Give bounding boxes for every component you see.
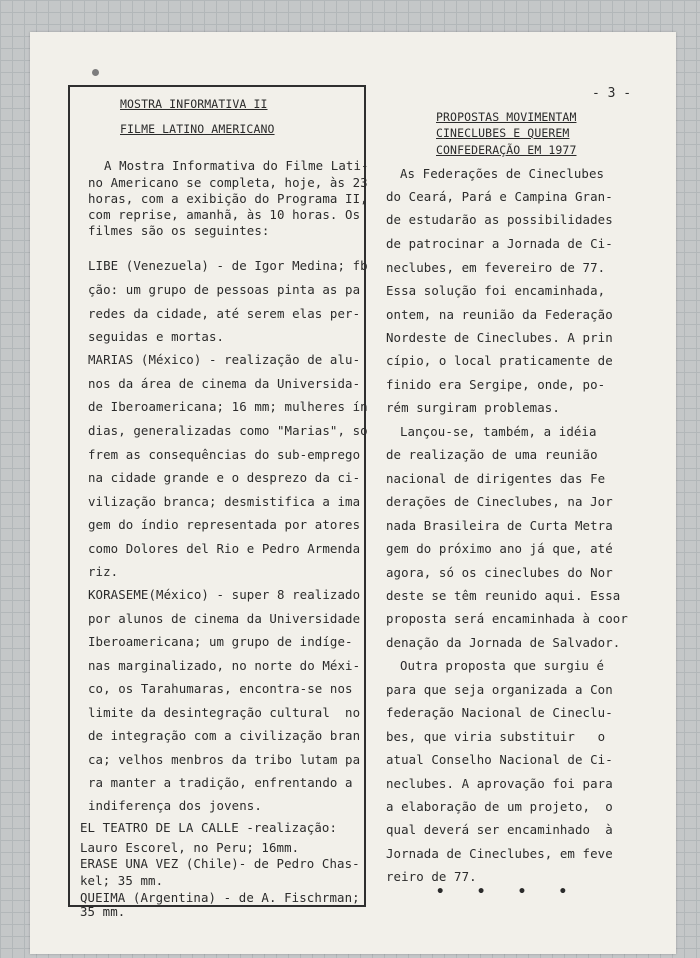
- right-body-line: rém surgiram problemas.: [386, 400, 560, 415]
- left-body-line: de integração com a civilização bran: [88, 728, 361, 743]
- left-body-line: Lauro Escorel, no Peru; 16mm.: [80, 840, 300, 855]
- right-body-line: neclubes. A aprovação foi para: [386, 776, 613, 791]
- left-body-line: ca; velhos menbros da tribo lutam pa: [88, 752, 361, 767]
- left-body-line: LIBE (Venezuela) - de Igor Medina; fb: [88, 258, 368, 273]
- right-body-line: proposta será encaminhada à coor: [386, 611, 628, 626]
- right-body-line: federação Nacional de Cineclu-: [386, 705, 613, 720]
- left-body-line: indiferença dos jovens.: [88, 798, 262, 813]
- left-body-line: 35 mm.: [80, 904, 126, 919]
- right-body-line: agora, só os cineclubes do Nor: [386, 565, 613, 580]
- right-body-line: bes, que viria substituir o: [386, 729, 606, 744]
- right-body-line: ontem, na reunião da Federação: [386, 307, 613, 322]
- left-body-line: frem as consequências do sub-emprego: [88, 447, 361, 462]
- left-title-line-2: FILME LATINO AMERICANO: [120, 122, 275, 136]
- right-body-line: Jornada de Cineclubes, em feve: [386, 846, 613, 861]
- left-body-line: ção: um grupo de pessoas pinta as pa: [88, 282, 361, 297]
- left-body-line: seguidas e mortas.: [88, 329, 225, 344]
- left-intro-line: A Mostra Informativa do Filme Lati-: [104, 158, 369, 173]
- right-title-line-2: CINECLUBES E QUEREM: [436, 126, 570, 140]
- right-body-line: Nordeste de Cineclubes. A prin: [386, 330, 613, 345]
- left-intro-line: no Americano se completa, hoje, às 23: [88, 175, 368, 190]
- closing-dots: • • • •: [436, 884, 580, 900]
- left-body-line: gem do índio representada por atores: [88, 517, 361, 532]
- left-body-line: KORASEME(México) - super 8 realizado: [88, 587, 361, 602]
- right-body-line: de realização de uma reunião: [386, 447, 598, 462]
- right-body-line: deste se têm reunido aqui. Essa: [386, 588, 621, 603]
- right-body-line: Essa solução foi encaminhada,: [386, 283, 606, 298]
- left-body-line: riz.: [88, 564, 119, 579]
- right-body-line: gem do próximo ano já que, até: [386, 541, 613, 556]
- right-body-line: cípio, o local praticamente de: [386, 353, 613, 368]
- left-body-line: por alunos de cinema da Universidade: [88, 611, 361, 626]
- right-body-line: reiro de 77.: [386, 869, 477, 884]
- left-intro-line: horas, com a exibição do Programa II,: [88, 191, 368, 206]
- right-body-line: neclubes, em fevereiro de 77.: [386, 260, 606, 275]
- right-body-line: finido era Sergipe, onde, po-: [386, 377, 606, 392]
- left-body-line: EL TEATRO DE LA CALLE -realização:: [80, 820, 338, 835]
- right-body-line: para que seja organizada a Con: [386, 682, 613, 697]
- left-body-line: na cidade grande e o desprezo da ci-: [88, 470, 361, 485]
- left-body-line: QUEIMA (Argentina) - de A. Fischrman;: [80, 890, 360, 905]
- left-body-line: vilização branca; desmistifica a ima: [88, 494, 361, 509]
- right-body-line: do Ceará, Pará e Campina Gran-: [386, 189, 613, 204]
- left-body-line: redes da cidade, até serem elas per-: [88, 306, 361, 321]
- left-body-line: de Iberoamericana; 16 mm; mulheres ín: [88, 399, 368, 414]
- left-body-line: ra manter a tradição, enfrentando a: [88, 775, 353, 790]
- left-body-line: kel; 35 mm.: [80, 873, 164, 888]
- left-intro-line: com reprise, amanhã, às 10 horas. Os: [88, 207, 361, 222]
- right-body-line: As Federações de Cineclubes: [400, 166, 605, 181]
- left-body-line: limite da desintegração cultural no: [88, 705, 361, 720]
- right-body-line: de patrocinar a Jornada de Ci-: [386, 236, 613, 251]
- punch-hole: [92, 69, 99, 76]
- right-body-line: qual deverá ser encaminhado à: [386, 822, 613, 837]
- right-body-line: Lançou-se, também, a idéia: [400, 424, 597, 439]
- right-body-line: de estudarão as possibilidades: [386, 212, 613, 227]
- right-body-line: a elaboração de um projeto, o: [386, 799, 613, 814]
- page-number: - 3 -: [592, 86, 632, 101]
- right-title-line-1: PROPOSTAS MOVIMENTAM: [436, 110, 577, 124]
- left-body-line: nas marginalizado, no norte do Méxi-: [88, 658, 361, 673]
- right-body-line: denação da Jornada de Salvador.: [386, 635, 621, 650]
- left-body-line: nos da área de cinema da Universida-: [88, 376, 361, 391]
- left-body-line: co, os Tarahumaras, encontra-se nos: [88, 681, 353, 696]
- left-body-line: como Dolores del Rio e Pedro Armenda: [88, 541, 361, 556]
- left-intro-line: filmes são os seguintes:: [88, 223, 270, 238]
- left-body-line: MARIAS (México) - realização de alu-: [88, 352, 361, 367]
- right-body-line: nada Brasileira de Curta Metra: [386, 518, 613, 533]
- left-body-line: ERASE UNA VEZ (Chile)- de Pedro Chas-: [80, 856, 360, 871]
- left-body-line: dias, generalizadas como "Marias", so: [88, 423, 368, 438]
- right-body-line: Outra proposta que surgiu é: [400, 658, 605, 673]
- right-body-line: atual Conselho Nacional de Ci-: [386, 752, 613, 767]
- right-title-line-3: CONFEDERAÇÃO EM 1977: [436, 143, 577, 157]
- left-body-line: Iberoamericana; um grupo de indíge-: [88, 634, 353, 649]
- right-body-line: derações de Cineclubes, na Jor: [386, 494, 613, 509]
- right-body-line: nacional de dirigentes das Fe: [386, 471, 606, 486]
- left-title-line-1: MOSTRA INFORMATIVA II: [120, 97, 268, 111]
